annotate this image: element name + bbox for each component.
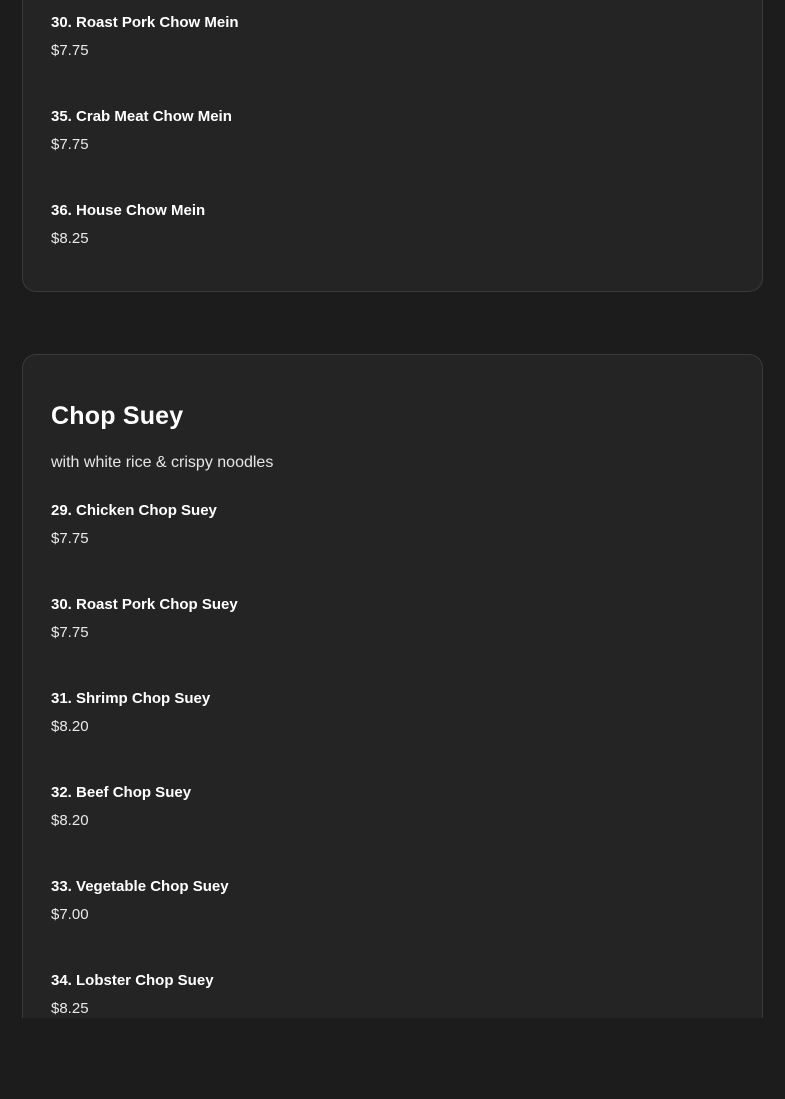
card-top-edge-chop-suey (22, 354, 763, 372)
menu-item-name: 36. House Chow Mein (51, 202, 206, 219)
menu-item-name: 31. Shrimp Chop Suey (51, 690, 211, 707)
card-gap (0, 292, 785, 354)
menu-item-price: $7.75 (51, 530, 89, 547)
menu-item-name: 30. Roast Pork Chop Suey (51, 596, 238, 613)
menu-item-price: $7.00 (51, 906, 89, 923)
menu-item[interactable] (51, 924, 734, 1018)
menu-item-list-chow-mein (51, 0, 734, 274)
menu-item[interactable] (51, 548, 734, 642)
menu-item-list-chop-suey (51, 472, 734, 1018)
menu-item-name: 34. Lobster Chop Suey (51, 972, 214, 989)
menu-card-chow-mein (22, 0, 763, 274)
section-title: Chop Suey (51, 402, 184, 430)
menu-item-price: $7.75 (51, 136, 89, 153)
menu-item[interactable] (51, 830, 734, 924)
menu-item[interactable] (51, 14, 734, 60)
menu-item-name: 32. Beef Chop Suey (51, 784, 192, 801)
menu-item[interactable] (51, 154, 734, 274)
menu-item-name: 29. Chicken Chop Suey (51, 502, 217, 519)
card-bottom-edge-chow-mein (22, 274, 763, 292)
menu-item-price: $8.20 (51, 718, 89, 735)
menu-item-price: $8.20 (51, 812, 89, 829)
menu-item-name: 33. Vegetable Chop Suey (51, 878, 229, 895)
card-bottom-edge-bar (38, 274, 747, 292)
menu-item-price: $7.75 (51, 624, 89, 641)
menu-item-price: $7.75 (51, 42, 89, 59)
menu-card-chop-suey (22, 372, 763, 1018)
section-subtitle: with white rice & crispy noodles (51, 454, 274, 471)
card-top-edge-bar (38, 354, 747, 372)
menu-item[interactable] (51, 60, 734, 154)
menu-item-name: 30. Roast Pork Chow Mein (51, 14, 239, 31)
menu-item-price: $8.25 (51, 230, 89, 247)
menu-item[interactable] (51, 502, 734, 548)
menu-item[interactable] (51, 736, 734, 830)
menu-item-name: 35. Crab Meat Chow Mein (51, 108, 232, 125)
menu-item[interactable] (51, 642, 734, 736)
menu-item-price: $8.25 (51, 1000, 89, 1017)
